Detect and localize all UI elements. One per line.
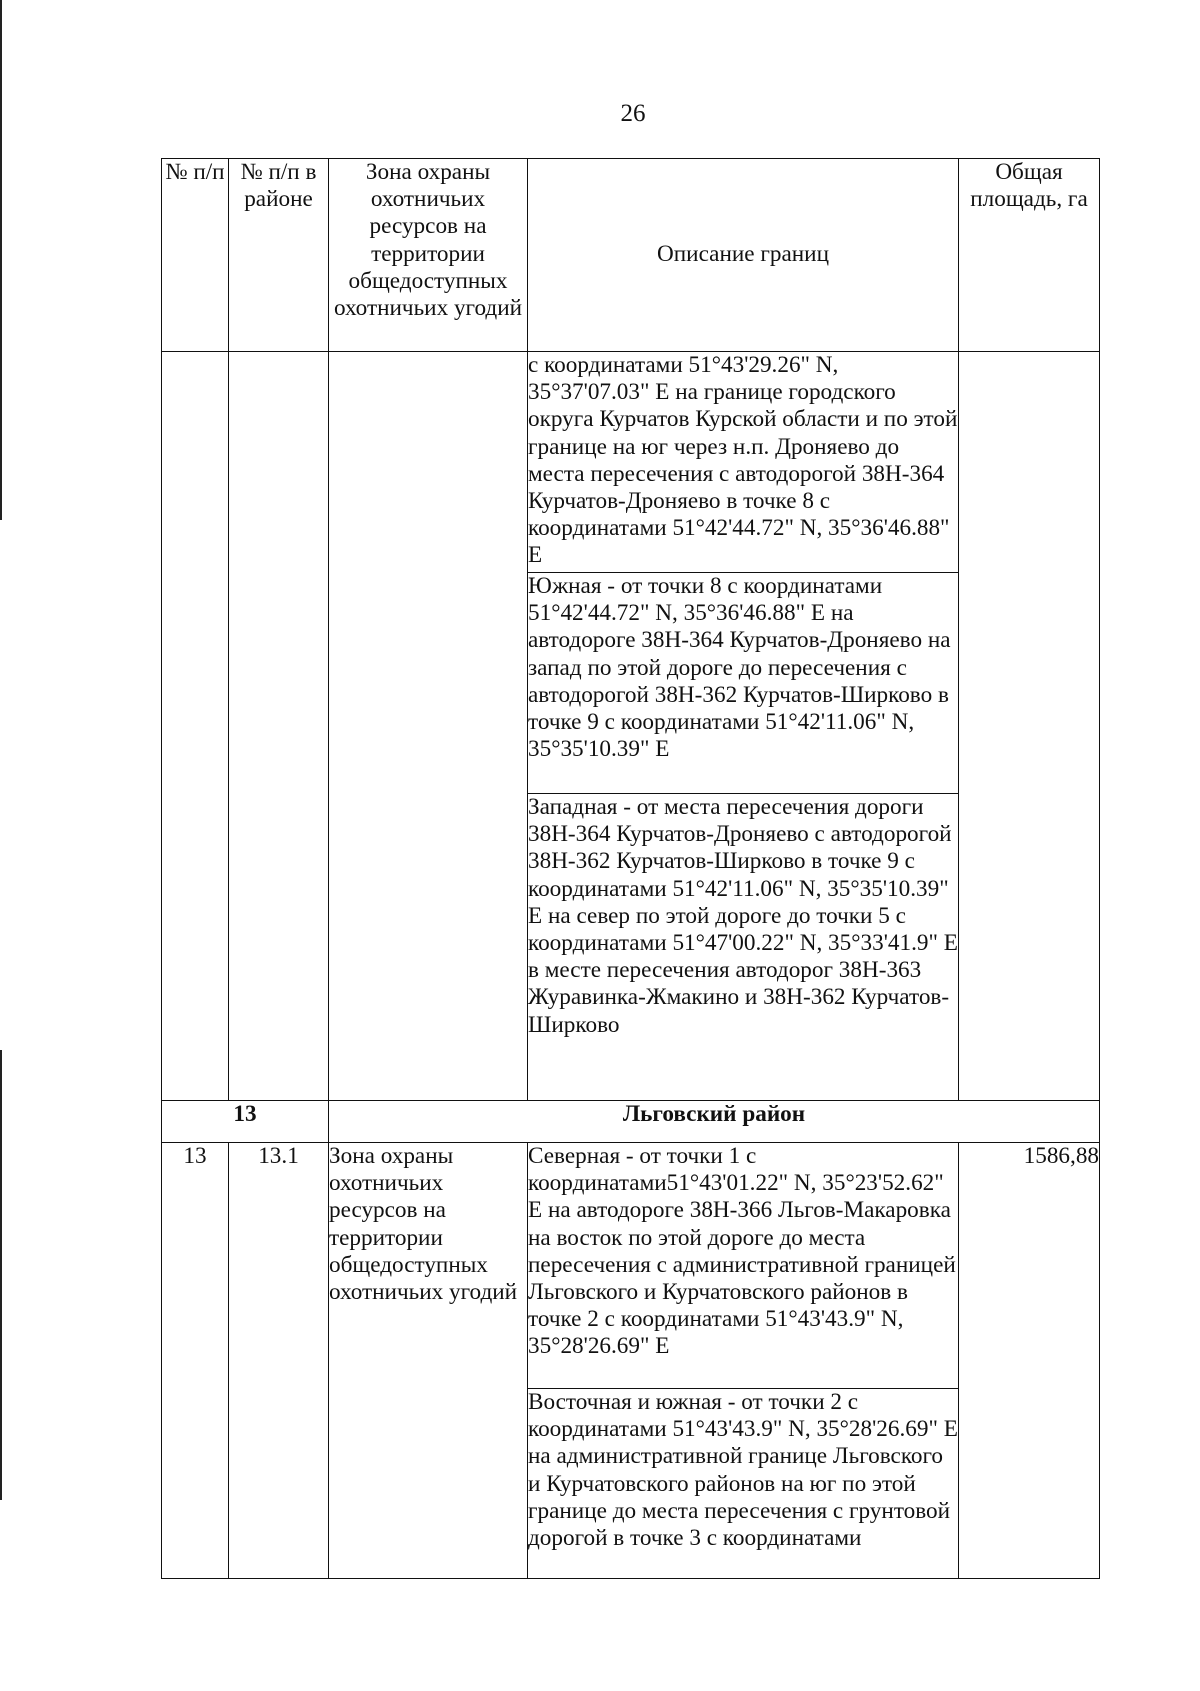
section-title: Льговский район — [329, 1101, 1100, 1143]
header-area: Общая площадь, га — [959, 159, 1100, 352]
row-zone: Зона охраны охотничьих ресурсов на территории общедоступных охотничьих угодий — [329, 1143, 528, 1389]
cell-empty — [959, 573, 1100, 794]
cell-empty — [959, 1389, 1100, 1579]
header-zone: Зона охраны охотничьих ресурсов на территории общедоступных охотничьих угодий — [329, 159, 528, 352]
cell-empty — [329, 573, 528, 794]
cell-empty — [162, 352, 229, 573]
description-continued: с координатами 51°43'29.26" N, 35°37'07.03" Е на границе городского округа Курчатов Курской области и по этой границе на юг через н.п. Дроняево до места пересечения с автодорогой 38Н-364 Курчатов-Дроняево в точке 8 с координатами 51°42'44.72" N, 35°36'46.88" Е — [528, 352, 959, 573]
cell-empty — [162, 794, 229, 1101]
cell-empty — [329, 1389, 528, 1579]
header-description: Описание границ — [528, 159, 959, 352]
page-number: 26 — [620, 100, 646, 127]
table-row-continued-a — [162, 352, 1100, 573]
cell-empty — [959, 794, 1100, 1101]
row-area: 1586,88 — [959, 1143, 1100, 1389]
table-row-13-1-east-south — [162, 1389, 1100, 1579]
table-row-continued-west — [162, 794, 1100, 1101]
section-row — [162, 1101, 1100, 1143]
scan-edge-line-top — [0, 0, 2, 520]
cell-empty — [229, 1389, 329, 1579]
header-num-district: № п/п в районе — [229, 159, 329, 352]
table-header-row — [162, 159, 1100, 352]
description-west: Западная - от места пересечения дороги 38Н-364 Курчатов-Дроняево с автодорогой 38Н-362 Курчатов-Ширково в точке 9 с координатами 51°42'11.06" N, 35°35'10.39" Е на север по этой дороге до точки 5 с координатами 51°47'00.22" N, 35°33'41.9" Е в месте пересечения автодорог 38Н-363 Журавинка-Жмакино и 38Н-362 Курчатов-Ширково — [528, 794, 959, 1101]
cell-empty — [162, 1389, 229, 1579]
cell-empty — [229, 794, 329, 1101]
description-east-south: Восточная и южная - от точки 2 с координатами 51°43'43.9" N, 35°28'26.69" Е на административной границе Льговского и Курчатовского районов на юг по этой границе до места пересечения с грунтовой дорогой в точке 3 с координатами — [528, 1389, 959, 1579]
cell-empty — [229, 352, 329, 573]
cell-empty — [329, 794, 528, 1101]
description-south: Южная - от точки 8 с координатами 51°42'44.72" N, 35°36'46.88" Е на автодороге 38Н-364 Курчатов-Дроняево на запад по этой дороге до пересечения с автодорогой 38Н-362 Курчатов-Ширково в точке 9 с координатами 51°42'11.06" N, 35°35'10.39" Е — [528, 573, 959, 794]
scan-edge-line-bottom — [0, 1050, 2, 1500]
row-num-district: 13.1 — [229, 1143, 329, 1389]
section-number: 13 — [162, 1101, 329, 1143]
cell-empty — [162, 573, 229, 794]
boundaries-table — [161, 158, 1100, 1579]
table-row-continued-south — [162, 573, 1100, 794]
row-num: 13 — [162, 1143, 229, 1389]
header-num: № п/п — [162, 159, 229, 352]
table-row-13-1 — [162, 1143, 1100, 1389]
cell-empty — [959, 352, 1100, 573]
description-north: Северная - от точки 1 с координатами51°43'01.22" N, 35°23'52.62" Е на автодороге 38Н-366 Льгов-Макаровка на восток по этой дороге до места пересечения с административной границей Льговского и Курчатовского районов в точке 2 с координатами 51°43'43.9" N, 35°28'26.69" Е — [528, 1143, 959, 1389]
cell-empty — [329, 352, 528, 573]
cell-empty — [229, 573, 329, 794]
